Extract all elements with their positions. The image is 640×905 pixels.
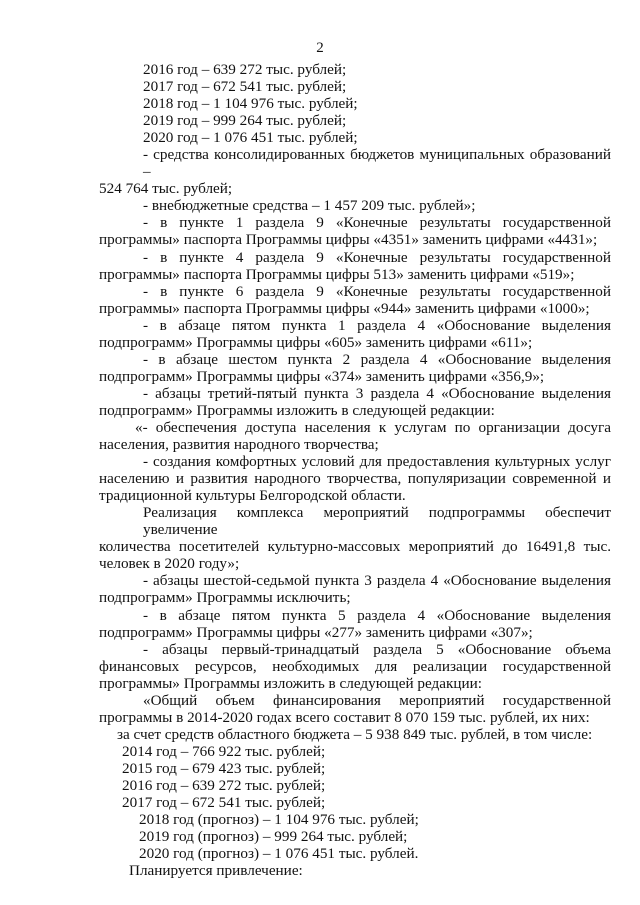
text-line: - в пункте 1 раздела 9 «Конечные результаты государственной (143, 214, 611, 232)
text-line: - абзацы шестой-седьмой пункта 3 раздела 4 «Обоснование выделения (143, 572, 611, 590)
text-line: - внебюджетные средства – 1 457 209 тыс. рублей»; (143, 197, 476, 215)
text-line: 2018 год – 1 104 976 тыс. рублей; (143, 95, 358, 113)
text-line: за счет средств областного бюджета – 5 938 849 тыс. рублей, в том числе: (117, 725, 593, 743)
text-line: 2015 год – 679 423 тыс. рублей; (122, 759, 326, 777)
text-line: 2016 год – 639 272 тыс. рублей; (143, 61, 347, 78)
text-line: - в пункте 6 раздела 9 «Конечные результаты государственной (143, 282, 611, 300)
text-line: 2016 год – 639 272 тыс. рублей; (122, 776, 326, 794)
text-line: традиционной культуры Белгородской области. (99, 487, 406, 505)
text-line: населения, развития народного творчества; (99, 436, 379, 454)
page-number: 2 (316, 40, 324, 56)
text-line: подпрограмм» Программы цифры «374» заменить цифрами «356,9»; (99, 367, 545, 385)
text-line: - в абзаце пятом пункта 1 раздела 4 «Обоснование выделения (143, 316, 611, 334)
text-line: подпрограмм» Программы изложить в следующей редакции: (99, 401, 495, 419)
text-line: - абзацы третий-пятый пункта 3 раздела 4 «Обоснование выделения (143, 384, 611, 402)
text-line: 2017 год – 672 541 тыс. рублей; (122, 794, 326, 812)
text-line: 524 764 тыс. рублей; (99, 180, 233, 198)
text-line: программы» паспорта Программы цифры 513» заменить цифрами «519»; (99, 265, 575, 283)
text-line: - абзацы первый-тринадцатый раздела 5 «Обоснование объема (143, 640, 611, 658)
text-line: программы» паспорта Программы цифры «944» заменить цифрами «1000»; (99, 299, 590, 317)
text-line: 2019 год – 999 264 тыс. рублей; (143, 112, 347, 130)
text-line: Планируется привлечение: (129, 862, 303, 880)
text-line: 2020 год (прогноз) – 1 076 451 тыс. рублей. (139, 845, 419, 863)
text-line: населению и развития народного творчества, популяризации современной и (99, 470, 611, 488)
text-line: «- обеспечения доступа населения к услугам по организации досуга (135, 418, 611, 436)
text-line: 2017 год – 672 541 тыс. рублей; (143, 78, 347, 96)
text-line: Реализация комплекса мероприятий подпрограммы обеспечит увеличение (143, 504, 611, 539)
document-body (99, 61, 611, 879)
text-line: «Общий объем финансирования мероприятий государственной (143, 691, 611, 709)
text-line: 2020 год – 1 076 451 тыс. рублей; (143, 129, 358, 147)
text-line: 2019 год (прогноз) – 999 264 тыс. рублей; (139, 828, 408, 846)
text-line: подпрограмм» Программы исключить; (99, 589, 351, 607)
text-line: подпрограмм» Программы цифры «277» заменить цифрами «307»; (99, 623, 533, 641)
text-line: - в абзаце шестом пункта 2 раздела 4 «Обоснование выделения (143, 350, 611, 368)
text-line: - в абзаце пятом пункта 5 раздела 4 «Обоснование выделения (143, 606, 611, 624)
text-line: - создания комфортных условий для предоставления культурных услуг (143, 453, 611, 471)
text-line: финансовых ресурсов, необходимых для реализации государственной (99, 657, 611, 675)
text-line: - средства консолидированных бюджетов муниципальных образований – (143, 146, 611, 181)
text-line: человек в 2020 году»; (99, 555, 240, 573)
text-line: подпрограмм» Программы цифры «605» заменить цифрами «611»; (99, 333, 533, 351)
text-line: программы» паспорта Программы цифры «4351» заменить цифрами «4431»; (99, 231, 598, 249)
text-line: количества посетителей культурно-массовых мероприятий до 16491,8 тыс. (99, 538, 611, 556)
text-line: программы» Программы изложить в следующей редакции: (99, 674, 482, 692)
text-line: 2014 год – 766 922 тыс. рублей; (122, 742, 326, 760)
text-line: программы в 2014-2020 годах всего составит 8 070 159 тыс. рублей, их них: (99, 708, 590, 726)
text-line: 2018 год (прогноз) – 1 104 976 тыс. рублей; (139, 811, 419, 829)
text-line: - в пункте 4 раздела 9 «Конечные результаты государственной (143, 248, 611, 266)
